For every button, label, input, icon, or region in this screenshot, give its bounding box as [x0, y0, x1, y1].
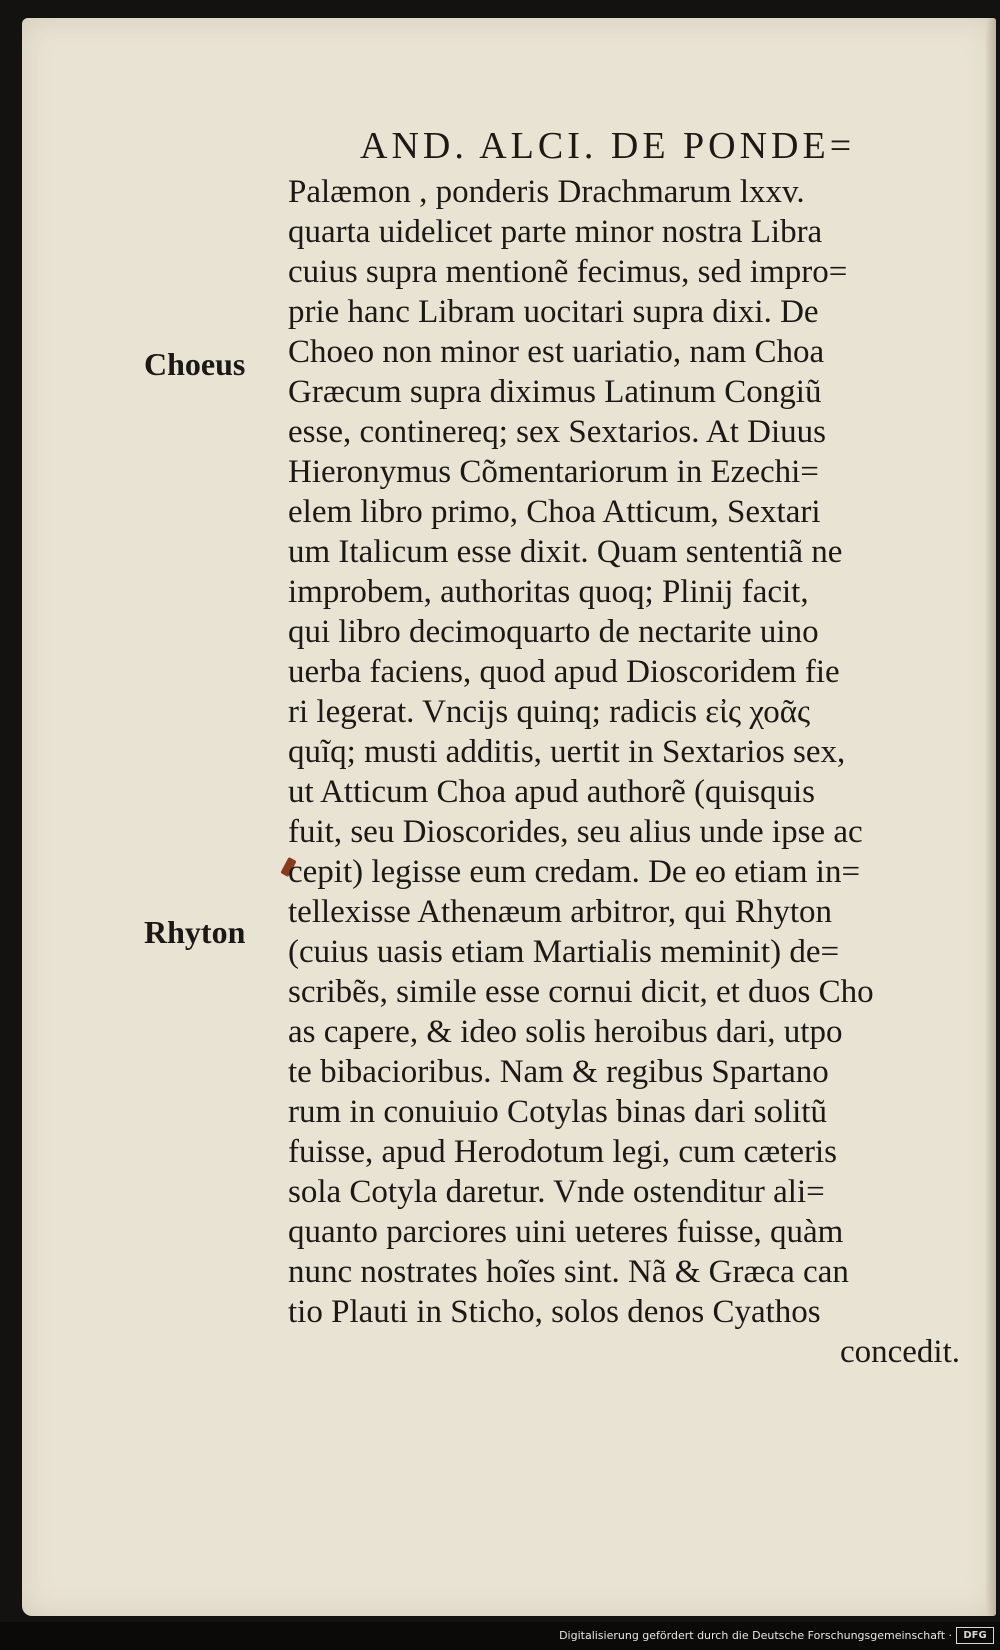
text-line: tellexisse Athenæum arbitror, qui Rhyton: [288, 894, 833, 930]
text-line: Palæmon , ponderis Drachmarum lxxv.: [288, 174, 805, 210]
text-line: quarta uidelicet parte minor nostra Libra: [288, 214, 823, 250]
text-line: (cuius uasis etiam Martialis meminit) de=: [288, 934, 840, 970]
text-line: cuius supra mentionẽ fecimus, sed impro=: [288, 254, 848, 290]
text-line: um Italicum esse dixit. Quam sententiã ne: [288, 534, 843, 570]
page-edge: [986, 18, 996, 1616]
text-line: Græcum supra diximus Latinum Congiũ: [288, 374, 822, 410]
text-line: Choeo non minor est uariatio, nam Choa: [288, 334, 825, 370]
text-line: ut Atticum Choa apud authorẽ (quisquis: [288, 774, 816, 810]
text-line: improbem, authoritas quoq; Plinij facit,: [288, 574, 809, 610]
text-line: qui libro decimoquarto de nectarite uino: [288, 614, 819, 650]
text-line: elem libro primo, Choa Atticum, Sextari: [288, 494, 821, 530]
text-line: sola Cotyla daretur. Vnde ostenditur ali=: [288, 1174, 825, 1210]
text-line: ri legerat. Vncijs quinq; radicis εἰς χοᾶς: [288, 694, 811, 730]
running-head: AND. ALCI. DE PONDE=: [360, 125, 856, 167]
text-line: esse, continereq; sex Sextarios. At Diuus: [288, 414, 826, 450]
text-line: Hieronymus Cõmentariorum in Ezechi=: [288, 454, 819, 490]
text-line: prie hanc Libram uocitari supra dixi. De: [288, 294, 819, 330]
catchword: concedit.: [839, 1334, 960, 1370]
text-line: quanto parciores uini ueteres fuisse, quàm: [288, 1214, 844, 1250]
text-line: quĩq; musti additis, uertit in Sextarios sex,: [288, 734, 846, 770]
text-line: as capere, & ideo solis heroibus dari, utpo: [288, 1014, 843, 1050]
text-line: nunc nostrates hoĩes sint. Nã & Græca can: [288, 1254, 849, 1290]
text-line: te bibacioribus. Nam & regibus Spartano: [288, 1054, 829, 1090]
text-line: uerba faciens, quod apud Dioscoridem fie: [288, 654, 840, 690]
digitization-credit: Digitalisierung gefördert durch die Deutsche Forschungsgemeinschaft ·: [559, 1629, 952, 1642]
text-line: scribẽs, simile esse cornui dicit, et duos Cho: [288, 974, 874, 1010]
text-line: tio Plauti in Sticho, solos denos Cyathos: [288, 1294, 821, 1330]
marginal-note-choeus: Choeus: [144, 346, 246, 382]
text-line: fuit, seu Dioscorides, seu alius unde ipse ac: [288, 814, 863, 850]
body-text: [288, 172, 968, 1372]
text-line: rum in conuiuio Cotylas binas dari solitũ: [288, 1094, 827, 1130]
marginal-note-rhyton: Rhyton: [144, 914, 246, 950]
text-line: fuisse, apud Herodotum legi, cum cæteris: [288, 1134, 837, 1170]
dfg-logo: DFG: [956, 1627, 994, 1644]
footer-bar: [0, 1622, 1000, 1650]
text-line: cepit) legisse eum credam. De eo etiam in=: [288, 854, 861, 890]
